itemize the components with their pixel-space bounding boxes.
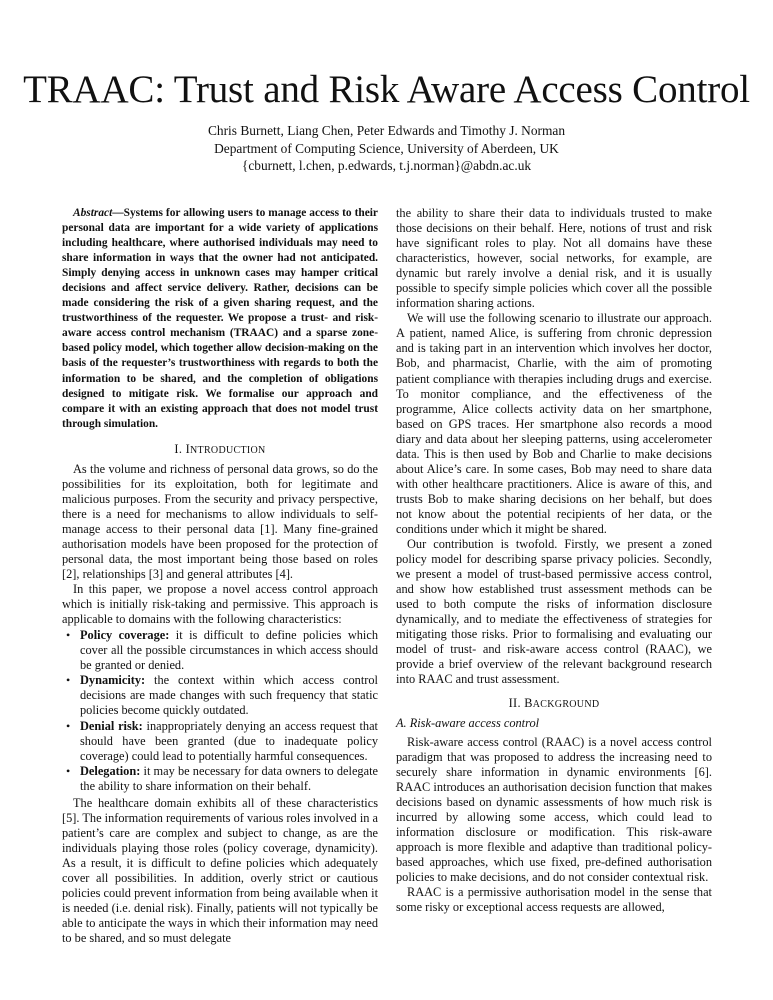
list-item-policy-coverage: • Policy coverage: it is difficult to define policies which cover all the possible circumstances in which access should be granted or denied. — [80, 628, 378, 673]
author-affiliation: Department of Computing Science, University of Aberdeen, UK — [214, 140, 559, 156]
author-names: Chris Burnett, Liang Chen, Peter Edwards and Timothy J. Norman — [207, 123, 566, 138]
author-emails: {cburnett, l.chen, p.edwards, t.j.norman}@abdn.ac.uk — [241, 158, 532, 173]
section-heading-background: II. BACKGROUND — [508, 695, 600, 710]
intro-paragraph-1: As the volume and richness of personal data grows, so do the possibilities for its exploitation, both for legitimate and malicious purposes. From the security and privacy perspective, there is a need for mechanisms to allow individuals to self-manage access to their personal data [1]. Many fine-grained authorisation models have been proposed for the protection of personal data, the most important being those based on roles [2], relationships [3] and general attributes [4]. — [62, 461, 378, 582]
abstract-label: Abstract — [73, 207, 113, 219]
list-item-dynamicity: • Dynamicity: the context within which access control decisions are made changes with such frequency that static policies become quickly outdated. — [80, 673, 378, 718]
background-paragraph-2: RAAC is a permissive authorisation model in the sense that some risky or exceptional access requests are allowed, — [396, 884, 712, 915]
right-column — [396, 206, 712, 915]
list-item-denial-risk: • Denial risk: inappropriately denying an access request that should have been granted (due to inadequate policy coverage) could lead to potentially harmful consequences. — [80, 719, 378, 764]
section-heading-introduction: I. INTRODUCTION — [174, 441, 266, 456]
left-column — [62, 206, 378, 946]
abstract — [62, 206, 378, 432]
intro-paragraph-5: Our contribution is twofold. Firstly, we present a zoned policy model for describing sparse privacy policies. Secondly, we present a model of trust-based permissive access control, and show how established trust assessment methods can be used to both compute the risks of information disclosure dynamically, and to mediate the effectiveness of strategies for mitigating those risks. Prior to formalising and evaluating our model of trust- and risk-aware access control (RAAC), we provide a brief overview of the relevant background research into RAAC and trust assessment. — [396, 537, 712, 687]
paper-title: TRAAC: Trust and Risk Aware Access Control — [23, 68, 750, 111]
abstract-text: —Systems for allowing users to manage access to their personal data are important for a wide variety of applications including healthcare, where authorised individuals may need to share information in ways that the owner had not anticipated. Simply denying access in unknown cases may hamper critical decisions and affect service delivery. Rather, decisions can be made considering the risk of a given sharing request, and the trustworthiness of the requester. We propose a trust- and risk-aware access control mechanism (TRAAC) and a sparse zone-based policy model, which together allow decision-making on the basis of the requester’s trustworthiness with regards to both the information to be shared, and the completion of obligations designed to mitigate risk. We formalise our approach and compare it with an existing approach that does not model trust through simulation. — [62, 207, 378, 430]
list-item-delegation: • Delegation: it may be necessary for data owners to delegate the ability to share information on their behalf. — [80, 764, 378, 794]
intro-paragraph-4: We will use the following scenario to illustrate our approach. A patient, named Alice, is suffering from chronic depression and is taking part in an intervention which involves her doctor, Bob, and pharmacist, Charlie, with the aim of promoting patient compliance with therapies including drugs and exercise. To monitor compliance, and the effectiveness of the programme, Alice collects activity data on her smartphone, based on GPS traces. Her smartphone also records a mood diary and data about her sleeping patterns, using accelerometer data. This is then used by Bob and Charlie to make decisions about Alice’s care. In some cases, Bob may need to share data with other healthcare practitioners. Alice is aware of this, and trusts Bob to make sharing decisions on her behalf, but does not know about the potential recipients of her data, or the conditions under which it might be shared. — [396, 311, 712, 536]
background-paragraph-1: Risk-aware access control (RAAC) is a novel access control paradigm that was proposed to address the increasing need to securely share information in dynamic environments [6]. RAAC introduces an authorisation decision function that makes decisions based on dynamic assessments of how much risk is incurred by allowing some access, which could lead to information disclosure or modification. This risk-aware approach is more flexible and adaptive than traditional policy-based approaches, which use fixed, pre-defined authorisation policies to make decisions, and do not consider contextual risk. — [396, 734, 712, 884]
characteristics-list — [62, 628, 378, 794]
intro-paragraph-3-continued: the ability to share their data to individuals trusted to make those decisions on their behalf. Here, notions of trust and risk have significant roles to play. Not all domains have these characteristics, however, social networks, for example, are dynamic but rarely involve a denial risk, and it is usually possible to specify simple policies which cover all the possible information sharing actions. — [396, 206, 712, 311]
subsection-heading-raac: A. Risk-aware access control — [396, 715, 540, 730]
intro-paragraph-3: The healthcare domain exhibits all of these characteristics [5]. The information requirements of various roles involved in a patient’s care are complex and subject to change, as are the individuals playing those roles (policy coverage, dynamicity). As a result, it is difficult to define policies which adequately cover all possibilities. In addition, overly strict or cautious policies could prevent information from being available when it is needed (i.e. denial risk). Finally, patients will not typically be able to anticipate the ways in which their information may need to be shared, and so must delegate — [62, 795, 378, 946]
intro-paragraph-2: In this paper, we propose a novel access control approach which is initially risk-taking and permissive. This approach is applicable to domains with the following characteristics: — [62, 582, 378, 627]
author-block — [0, 122, 773, 175]
